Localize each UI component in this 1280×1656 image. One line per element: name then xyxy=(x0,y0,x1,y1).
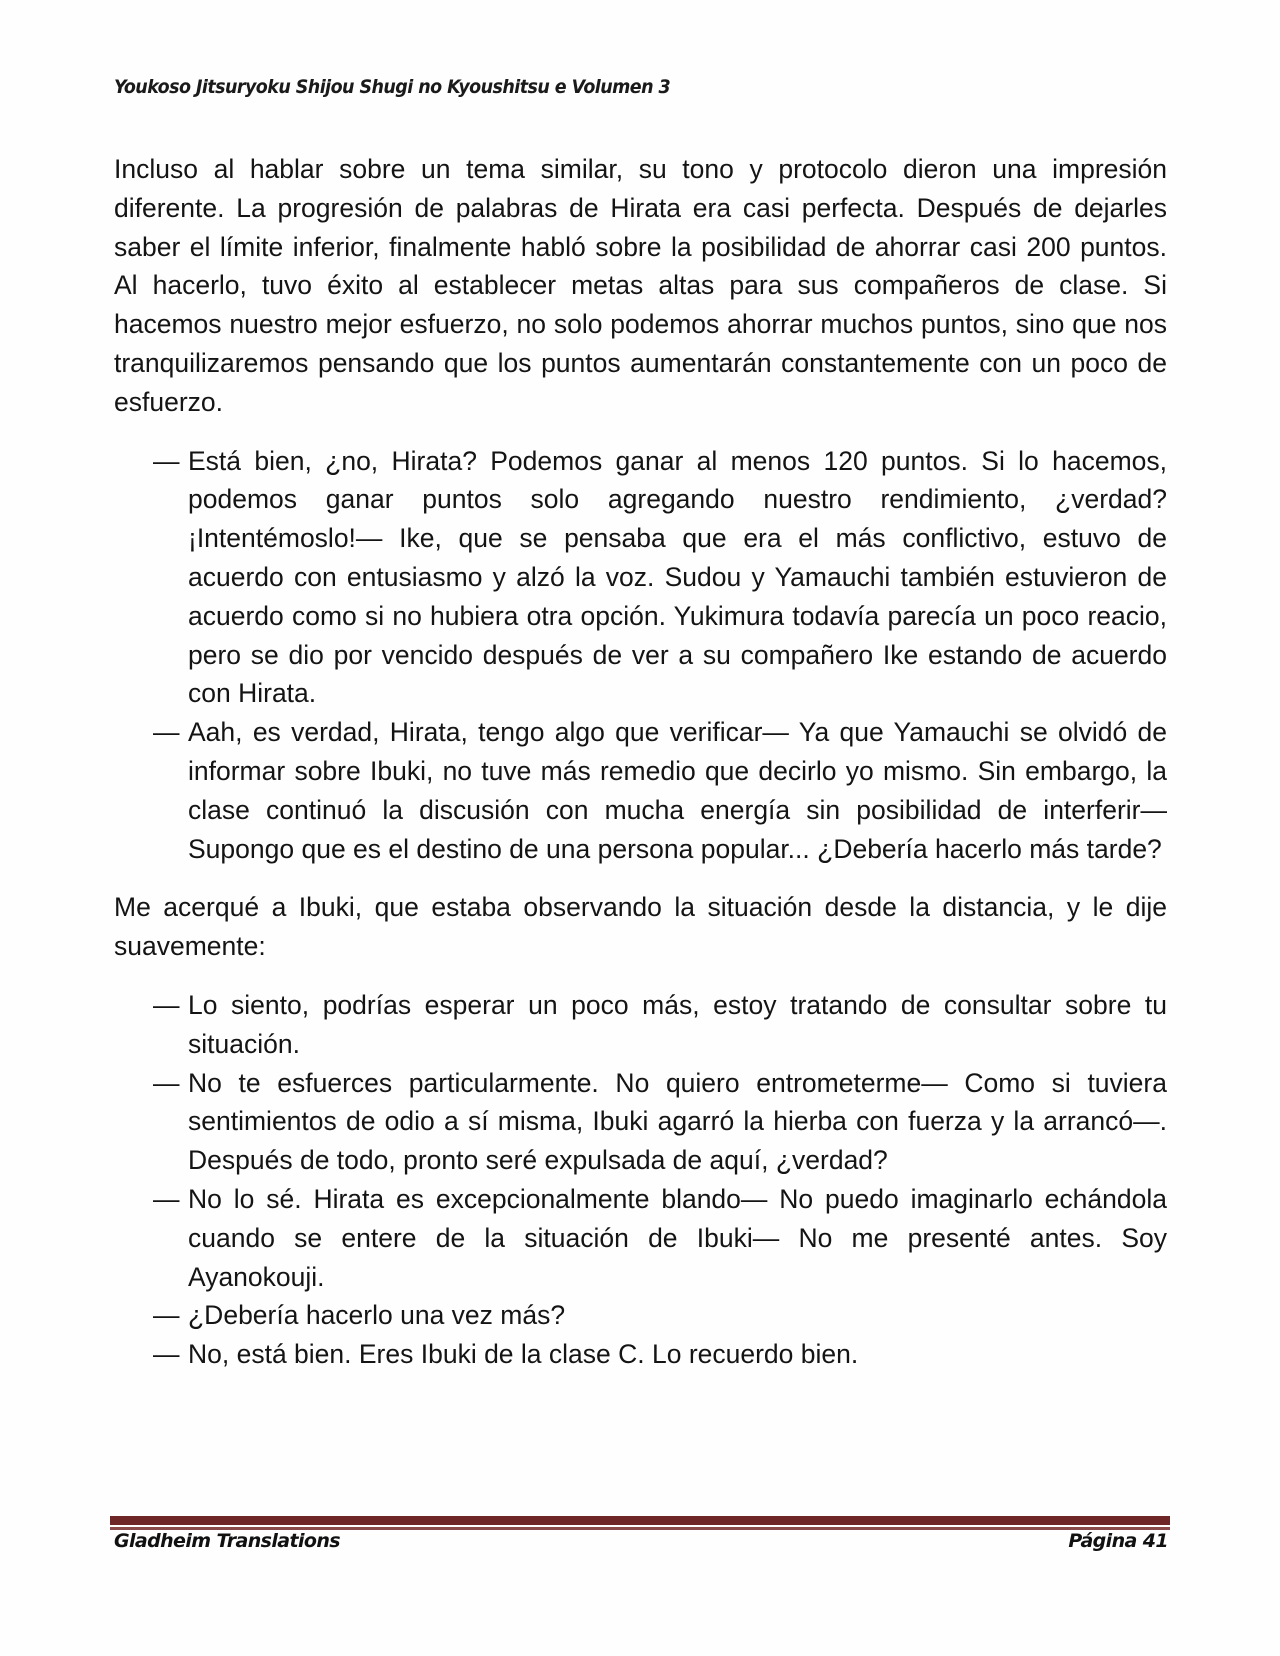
dialogue-text: Lo siento, podrías esperar un poco más, estoy tratando de consultar sobre tu situación. xyxy=(188,989,1167,1059)
narration-paragraph: Me acerqué a Ibuki, que estaba observando la situación desde la distancia, y le dije suavemente: xyxy=(114,892,1167,962)
dialogue-line xyxy=(114,1064,1167,1180)
page-body xyxy=(114,150,1167,1374)
page-number: Página 41 xyxy=(1068,1530,1168,1552)
dialogue-line xyxy=(114,713,1167,868)
dialogue-text: No lo sé. Hirata es excepcionalmente blando— No puedo imaginarlo echándola cuando se entere de la situación de Ibuki— No me presenté antes. Soy Ayanokouji. xyxy=(188,1183,1167,1292)
dialogue-dash: — xyxy=(153,1300,180,1331)
dialogue-dash: — xyxy=(153,717,180,748)
dialogue-text: Está bien, ¿no, Hirata? Podemos ganar al menos 120 puntos. Si lo hacemos, podemos ganar puntos solo agregando nuestro rendimiento, ¿verdad? ¡Intentémoslo!— Ike, que se pensaba que era el más conflictivo, estuvo de acuerdo con entusiasmo y alzó la voz. Sudou y Yamauchi también estuvieron de acuerdo como si no hubiera otra opción. Yukimura todavía parecía un poco reacio, pero se dio por vencido después de ver a su compañero Ike estando de acuerdo con Hirata. xyxy=(188,445,1167,709)
running-header: Youkoso Jitsuryoku Shijou Shugi no Kyoushitsu e Volumen 3 xyxy=(114,76,671,98)
spacer xyxy=(114,966,1167,986)
dialogue-line xyxy=(114,442,1167,714)
footer-divider xyxy=(110,1516,1170,1527)
dialogue-line xyxy=(114,986,1167,1064)
dialogue-text: No, está bien. Eres Ibuki de la clase C. Lo recuerdo bien. xyxy=(188,1339,859,1370)
dialogue-dash: — xyxy=(153,1339,180,1370)
spacer xyxy=(114,868,1167,888)
spacer xyxy=(114,422,1167,442)
dialogue-text: ¿Debería hacerlo una vez más? xyxy=(188,1300,566,1331)
narration-paragraph: Incluso al hablar sobre un tema similar, su tono y protocolo dieron una impresión diferente. La progresión de palabras de Hirata era casi perfecta. Después de dejarles saber el límite inferior, finalmente habló sobre la posibilidad de ahorrar casi 200 puntos. Al hacerlo, tuvo éxito al establecer metas altas para sus compañeros de clase. Si hacemos nuestro mejor esfuerzo, no solo podemos ahorrar muchos puntos, sino que nos tranquilizaremos pensando que los puntos aumentarán constantemente con un poco de esfuerzo. xyxy=(114,154,1167,417)
dialogue-dash: — xyxy=(153,1183,180,1214)
dialogue-line xyxy=(114,1180,1167,1296)
dialogue-line xyxy=(114,1335,1167,1374)
dialogue-dash: — xyxy=(153,445,180,476)
dialogue-text: No te esfuerces particularmente. No quiero entrometerme— Como si tuviera sentimientos de odio a sí misma, Ibuki agarró la hierba con fuerza y la arrancó—. Después de todo, pronto seré expulsada de aquí, ¿verdad? xyxy=(188,1067,1167,1176)
dialogue-dash: — xyxy=(153,989,180,1020)
dialogue-text: Aah, es verdad, Hirata, tengo algo que verificar— Ya que Yamauchi se olvidó de informar sobre Ibuki, no tuve más remedio que decirlo yo mismo. Sin embargo, la clase continuó la discusión con mucha energía sin posibilidad de interferir— Supongo que es el destino de una persona popular... ¿Debería hacerlo más tarde? xyxy=(188,717,1167,864)
dialogue-dash: — xyxy=(153,1067,180,1098)
dialogue-line xyxy=(114,1296,1167,1335)
footer-publisher: Gladheim Translations xyxy=(114,1530,340,1552)
